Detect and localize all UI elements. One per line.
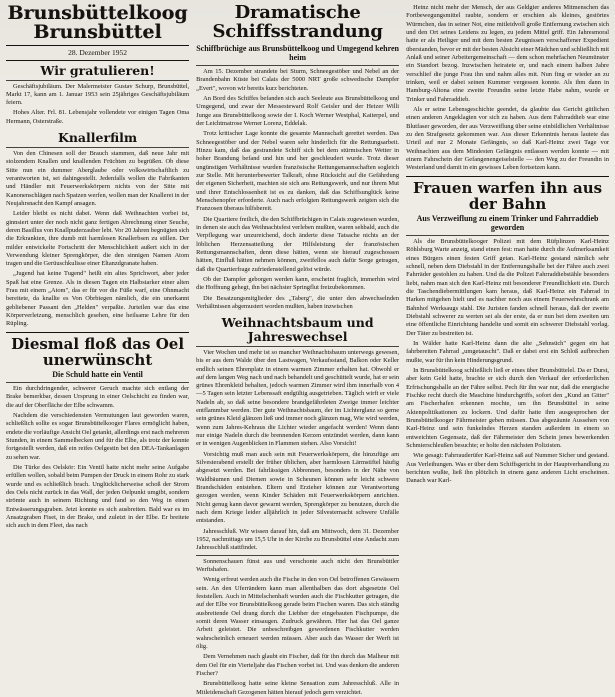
divider [6, 382, 189, 383]
paragraph: Trotz kritischer Lage konnte die gesamte Mannschaft gerettet werden. Das Schneegestöber und der Nebel waren sehr hinderlich für die Rettungsarbeit. Hinzu kam, daß das gestrandete Schiff sich bei dem stürmischen Wetter in hoher Brandung befand und hin und her geschleudert wurde. Trotz dieser ungünstigen Verhältnisse wurden französische Rettungsmannschaften sogleich zur Stelle. Mit herunterbewerter Talkraft, ohne Rücksicht auf die Gefährdung der eigenen Sicherheit, machten sie sich ans Rettungswerk, und nur ihrem Mut und ihrer Entschlossenheit ist es zu danken, daß das Schiffsunglück keine Menschenopfer erforderte. Auch nach erfolgten Rettungswerk zeigten sich die Franzosen überaus hilfsbereit. [196, 130, 400, 213]
divider [406, 235, 609, 236]
headline-congrats: Wir gratulieren! [40, 62, 155, 78]
paragraph: Die Quartiere freilich, die den Schiffbrüchigen in Calais zugewiesen wurden, in denen sie auch das Weihnachtsfest verleben mußten, waren sehbald, auch die Verpflegung war unzureichend, doch änderte diese Tatsache nichts an der löblichen Herzensatteilung der Hilfsleistung der französischen Rettungsmannschaften, denn diese hätten, wenn sie hierauf zugeschossen hätten, Einfluß hätten nehmen können, zweifellos auch dafür Sorge getragen, daß die Quartierfrage zufriedenstellend gelöst würde. [196, 215, 400, 273]
divider [6, 332, 189, 333]
headline-knitting: Knallerfilm [57, 130, 138, 146]
subheadline-oil: Die Schuld hatte ein Ventil [52, 369, 143, 379]
paragraph: Die Besatzungsmitglieder des „Taberg", die unter den abwechselnden Verhältnissen abgemustert worden mußten, haben inzwischen [196, 294, 400, 311]
paragraph: In Brunsbüttelkoog schließlich ließ er eines über Brunsbüttelel. Da er Durst, aber kein Geld hatte, brachte er sich durch den Verkauf der erforderlichen Erfrischungshalle an der Fähre selbst. Pech für ihn war nur, daß die energische Fischke recht durch die Maschine hindurchgriffs, sofort den „Kund an Gitter" am Fischerhafen erkennen mochte, um ihn Brunsbüttel in seine Aktenpolitikationen zu lockern. Und dafür hatte ihm ausgesprochen der Brunsbüttelkooger Fährmeister geben müssen. Das abgezäunte Aussehen von Karl-Heinz und sein funkelndes Herzen standen außerdem in einem so entweichten Gegensatz, daß der Fährmeister den Schein jenes bewerkenden Schmierschleußen besuchte; er holte den nächsten Polizisten. [406, 366, 610, 449]
paragraph: In Wälder hatte Karl-Heinz dann die alte „Sehnsüch" gegen ein hat fahrbereiten Fahrrad „umgetauscht". Daß er dabei erst ein Schloß aufbrechen mußte, war für ihn kein Hinderungsgrund. [406, 339, 610, 364]
paragraph: Die Türke des Oelskör: Ein Ventil hatte nicht mehr seine Aufgabe erfüllen wollen, sobald beim Pumpen der Druck in einem Rohr zu stark wurde und es schließlich brach. Unglücklicherweise schoß der Strom des Oels nicht zurück in das Wall, der jeden Oelpunkt umgibt, sondern strömte auch in seinem Richtung und fand so den Weg in einen Entwässerungsgraben. Jetzt konnte es sich ausbreiten. Bald war es im Ansatzgraben Fiset, in der Brake, und zuletzt in der Elbe. Er breitete sich auch in dem Fleet, das nach [6, 464, 190, 530]
masthead-line-1: Brunsbüttelkoog [7, 2, 188, 24]
masthead [6, 4, 189, 43]
divider [196, 346, 399, 347]
paragraph: Leider bleibt es nicht dabei. Wenn daß Weihnachten vorbei ist, ginnsiert unter der noch nicht ganz fertigen Abrechnung einer Seuche, deren Basillus von Knallpuderzauber lebt. Vor 20 Jahren begnügten sich die Erkrankten, ihre dumb mit harmlosen Knallerbsen zu stillen. Der milder entwickelte Fortschritt der Menschlichkeit außert sich in der Verwendung kleiner Sprengkörper, die den sinnigen Namen Atom tragen und die Gerüuschkulisse einer Eltanzdgranate haben. [6, 210, 190, 268]
paragraph: Von den Chinesen soll der Brauch stammen, daß neue Jahr mit stolzendem Knallen und knallenden Früchten zu begrüßen. Ob diese Sitte nun ein dummer Aberglaube oder volkswirtschaftlich zu verantworten ist, sei dahingestellt. Jedenfalls wollen die Fabrikanten und Händler mit Feuerwerkskörpern nichts von der Sitte mit Kanonenschlägen nach Spatzen werfen, wollen man der Knallerei in der Neujahrsnacht den Kampf ansagen. [6, 149, 190, 207]
paragraph: Wenig erfreut werden auch die Fische in den von Oel betroffenen Gewässern sein. An den Uferrändern kann man allenthalben das dort abgesetzte Oel feststellen. Auch in Mittelschenhaft wurden auch die Fischkutter getragen, die auf der Elbe vor Brunsbüttelkoog gerade beim Fischen waren. Das sich ständig ausbreitende Oel drang durch die Liebher der eingebauten Fischpumpe, die somit deren Wasser einsaugen. Zudruck gewähren. Hier hat das Oel ganze Arbeit geleistet. Die unbeschreibgen gewordenen Fischkutter werden wahrscheinlich erneuert werden müssen. Aber auch das Wasser der Werft ist ölig. [196, 576, 400, 650]
headline-fraun: Frauen warfen ihn aus der Bahn [413, 178, 603, 213]
paragraph: Hohes Alter. Frl. 81. Lebensjahr vollendete vor einigen Tagen Oma Hermann, Osterstraße. [6, 109, 190, 125]
column-center [196, 2, 400, 696]
headline-christmas: Weihnachtsbaum und Jahreswechsel [221, 315, 374, 345]
divider [6, 147, 189, 148]
headline-main: Dramatische Schiffsstrandung [212, 2, 383, 42]
paragraph: Vier Wochen und mehr ist so mancher Weihnachtsbaum unterwegs gewesen, bis er aus dem Walde über den Lastwagen, Verkaufsstand, Balkon oder Keller endlich seinen Ehrenplatz in einem warmen Zimmer erhalten hat. Obwohl er auf dem langen Weg nach und nach behandelt und geschüttelt wurde, hat er sein grünes Ehrenkleid behalten, jedoch warmen Zimmer wird ihm innerhalb von 4—5 Tagen sein letzter Lebenssaft endgültig ausgetrieben. Täglich wirft er viele Nadeln ab, so daß seine besondere brandgefährdeten Zweige immer leichter entflammbar werden. Der gute Weihnachtsbaum, der im Lichterglanz so gerne sein grünes Kleid glänzen ließ und immer noch glänzen mag, Wie wird werden, wenn zum Jahres-Kehraus die Lichter wieder angefacht werden! Wenn dann nur einige Nadeln durch die brennenden Kerzen entzündet werden, dann kann er in wenigen Augenblicken in Flammen stehen. Also Vorsicht! [196, 348, 400, 448]
subheadline-main: Schiffbrüchige aus Brunsbüttelkoog und Umgegend kehren heim [196, 43, 399, 62]
divider [6, 60, 189, 61]
paragraph: Als die Brunsbüttelkooger Polizei mit dem Rüfplinzen Karl-Heinz Röhlsburg Warte anzeig, stand einen fest: man hatte durch die Aufmerksamkeit eines Bürgers einen festen Griff getan. Karl-Heinz gestand nämlich sehr schnell, neben dem Diebstahl in der Entfernungshalle bei der Fähre auch zwei Fahrräder gestohlen zu haben. Und da die Polizei Fahrraddiebstähle besonders liebt, nahm man sich den Karl-Heinz mit besonderer Freundlichkeit ein. Durch die Taschendiebermittlungen kam heraus, daß Karl-Heinz ein Fahrrad in Harken mitgehen hielt und es nachher noch aus einem Feuerwehrschrank am Bahnhof Werksaugs stahl. Die Juristen fanden schnell heraus, daß der zweite Diebstahl schwerer zu werten sei als der erste, da er nun bei dem zweiten um eine öffentliche Einrichtung handelte und somit ein schwerer Diebstahl vorlag. Der Täter zu bestreiten ist. [406, 238, 610, 337]
divider [196, 65, 399, 66]
divider [6, 80, 189, 81]
paragraph: Heinz nicht mehr der Mensch, der aus Geldgier anderes Mitmenschen das Fortbewegungsmittel raubte, sondern er erschien als kleines, gestörtes Würmchen, das in seiner Not, eine mitleidvoll große Entfernung zwischen sich und den Ort seines Leidens zu legen, zu jedem Mittel griff. Ein Jahresmoral hatte er als Heiliger und mit dem besten Zeugnissen verschaffener Expedient überstanden, bevor er mit der besten Absicht einer Mädchen und schließlich mit Anlaß und seiner Arbeitergemeinschaft — dem schon mehrfachen Neumünster ein Standort bezog. Inzwischen heiratete er, und nach einem halben Jahre verschlief die junge Frau ihn und nahm alles mit. Nun fing er wieder an zu trinken, weil er dabei seinen Kummer vergessen konnte. Als ihm dann in Hamburg-Altona eine zweite Freundin seine letzte Habe nahm, wurde er Trinker und Fahrraddieb. [406, 4, 610, 103]
paragraph: Wie gesagt: Fahrrauderüfer Karl-Heinz saß auf Nummer Sicher und gestand. Aus Verleihungen. Was er über dem Schiffsgericht in der Hauptverhandlung zu berichten wußte, ließ ihn plötzlich in einem ganz anderen Licht erscheinen. Danach war Karl- [406, 452, 610, 485]
masthead-rule [6, 45, 189, 46]
paragraph: Geschäftsjubiläum. Der Malermeister Gustav Schurp, Brunsbüttel, Markt 17, kann am 1. Januar 1953 sein 25jähriges Geschäftsjubiläum feiern. [6, 82, 190, 107]
paragraph: Dem Vernehmen nach glaubt ein Fischer, daß für ihn durch das Malheur mit dem Oel für ein Vierteljahr das Fischen vorbei ist. Und was denken die anderen Fischer? [196, 653, 400, 677]
issue-date: 28. Dezember 1952 [68, 47, 128, 57]
paragraph: Nachdem die verschiedensten Vermutungen laut geworden waren, schließlich sollte es sogar Brunsbüttelkooger Flares ermöglicht haben, endete die vorläufige Ansicht Oel getankt, allerdings erst nach mehreren Stunden, in einem Sammelbecken und für die Elbe, als trotz der konnte fortgestellt werden, daß ein reifes Oelgestin bei den DEA-Tankanlagen zu sehen war. [6, 412, 190, 461]
paragraph: Vorsichtig muß man auch sein mit Feuerwerkskörpern, die hinzufüge am Silvesterabend erstellt der früher üblichen, aber harmlosen Lärmstiftel häufig abgesetzt werden. Bei fahrlässigen Abbrennen, besonders in der Nähe von Waldbäumen und Diemen sowie in Scheunen können sehr leicht schwere Brandschäden entstehen. Eltern und Erzieher können zur Verantwortung gezogen werden, wenn Kinder Schäden mit Feuerwerkskörpern anrichten. Nicht genug kann davor gewarnt werden, Sprengkörper zu benutzen, durch die nach dem Kriege leider alljährlich in jeder Silvesternacht schwere Unfälle entstanden. [196, 450, 400, 525]
paragraph: Brunsbüttelkoog hatte seine kleine Sensation zum Jahresschluß. Alle in Mitleidenschaft Gezogenen hätten hierauf jedoch gern verzichtet. [196, 680, 400, 696]
headline-oil: Diesmal floß das Oel unerwünscht [11, 334, 185, 369]
paragraph: Ob der Dampfer geborgen werden kann, erscheint fraglich, immerhin wird die Hoffnung gehegt, ihn bei nächster Springflut freizubekommen. [196, 276, 400, 292]
column-container [6, 2, 610, 696]
column-left [6, 4, 189, 596]
paragraph: Jahresschluß. Wir wissen darauf hin, daß am Mittwoch, dem 31. Dezember 1952, nachmittags um 15,5 Uhr in der Kirche zu Brunsbüttel eine Andacht zum Jahresschluß stattfindet. [196, 527, 400, 552]
divider [406, 176, 609, 177]
paragraph: Sonnenschauen fünst aus und verschonte auch nicht den Brunsbüttler Werftshafen. [196, 557, 400, 574]
column-right [406, 4, 609, 596]
subheadline-fraun: Aus Verzweiflung zu einem Trinker und Fahrraddieb geworden [416, 213, 599, 232]
paragraph: Ein durchdringender, schwerer Geruch machte sich entlang der Brake bemerkbar, dessen Ursprung in einer Oelschicht zu finden war, die auf der Oberfläche der Elbe schwamm. [6, 385, 190, 409]
paragraph: „Jugend hat keine Tugend" heißt ein altes Sprichwort, aber jeder Spaß hat eine Grenze. Als in diesen Tagen ein Halbstarker einer alten Frau mit einem „Atom", das er für vor die Füße warf, eine Ohnmacht bereitete, da knallte es Von Obrbiegen nämlich, die ein unerkannt gebliebener Passant den „Helden" verpaßte. Jurteilen war das eine Körperverletzung, menschlich gesehen, eine heilsame Lehre für den Rüpling. [6, 270, 190, 328]
divider [196, 555, 399, 556]
masthead-line-2: Brunsbüttel [33, 21, 162, 44]
paragraph: An Bord des Schiffes befanden sich auch Seeleute aus Brunsbüttelkoog und Umgegend, und zwar der Messesteward Rolf Geisler und der Heizer Willi Junge aus Brunsbüttelkoog sowie der I. Koch Werner Westphal, Kaiterpel, und der Leichtmatrose Werner Lorenz, Eddelak. [196, 95, 400, 128]
paragraph: Als er seine Lebensgeschichte geendet, da glaubte das Gericht gütlichen einen anderen Angeklagten vor sich zu haben. Aus dem Fahrraddieb war eine Blutfaser geworden, der aus Verzweiflung über seine einbildlichen Verhältnisse zu den Strafgesetz gekommen war. Aus dieser Erkenntnis heraus lautete das Urteil auf nur 2 Monate Gefängnis, so daß Karl-Heinz zwei Tage vor Weihnachten aus dem Mindesten Gefängnis entlassen werden konnte — mit einem Fahrschein der Gefangenengeiselstelle — den Weg zu der Freundin in Westerland und damit in ein gewisses Leben fortsetzen kann. [406, 105, 610, 172]
paragraph: Am 15. Dezember strandete bei Sturm, Schneegestöber und Nebel an der Brandenbahn Küste bei Calais der 5000 NRT große schwedische Dampfer „Evert", wovon wir bereits kurz berichteten. [196, 68, 400, 92]
